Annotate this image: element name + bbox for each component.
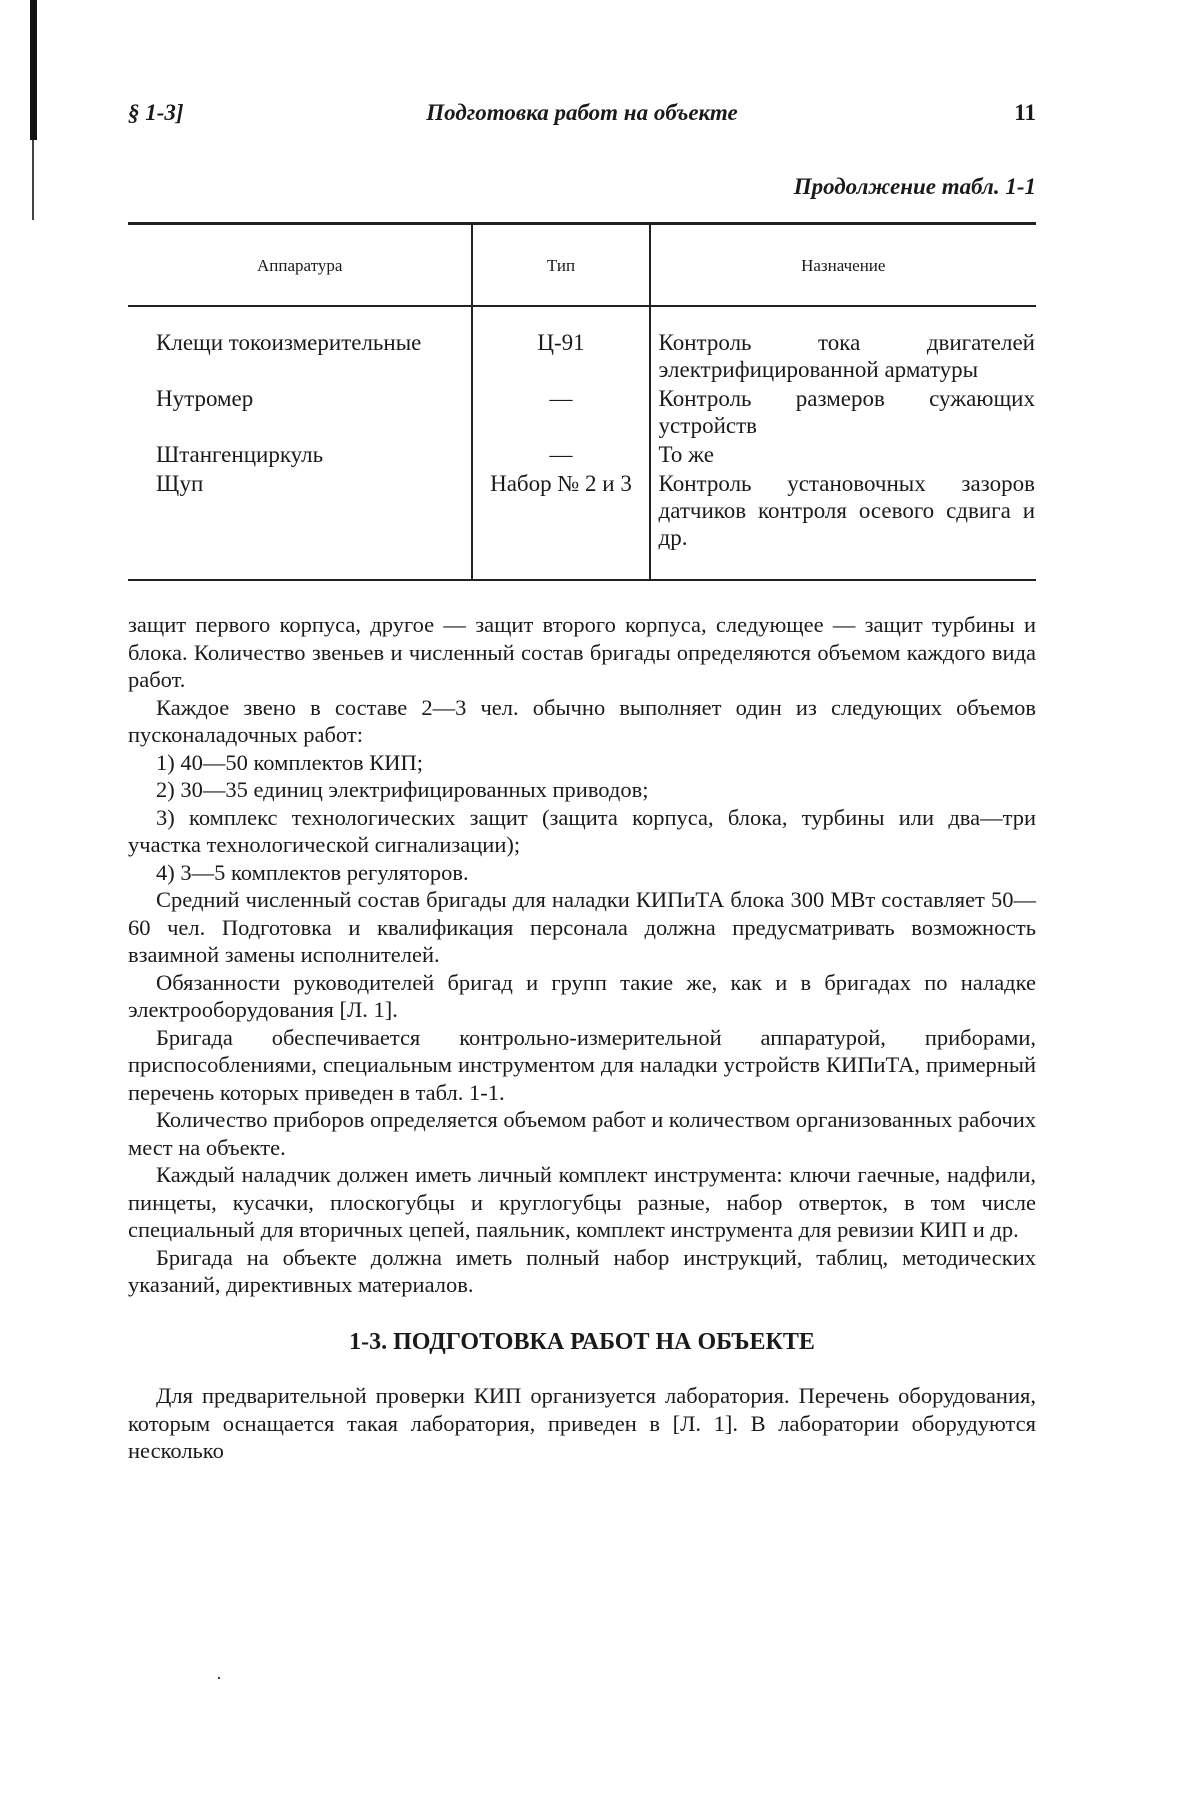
cell-purpose: Контроль тока двигателей электрифицированной арматуры [658,330,1035,382]
list-item: 2) 30—35 единиц электрифицированных приводов; [156,777,649,802]
paragraph: Средний численный состав бригады для наладки КИПиТА блока 300 МВт составляет 50—60 чел. Подготовка и квалификация персонала должна предусматривать возможность взаимной замены исполнителей. [128,887,1036,967]
cell-purpose: Контроль установочных зазоров датчиков контроля осевого сдвига и др. [650,469,1036,580]
list-item: 4) 3—5 комплектов регуляторов. [156,859,469,885]
paragraph: Каждый наладчик должен иметь личный комплект инструмента: ключи гаечные, надфили, пинцеты, кусачки, плоскогубцы и круглогубцы разные, набор отверток, в том числе специальный для вторичных цепей, паяльник, комплект инструмента для ревизии КИП и др. [128,1162,1036,1242]
paragraph: Бригада на объекте должна иметь полный набор инструкций, таблиц, методических указаний, директивных материалов. [128,1244,1036,1297]
table-header-row [128,224,1036,307]
paragraph: Бригада обеспечивается контрольно-измерительной аппаратурой, приборами, приспособлениями, специальным инструментом для наладки устройств КИПиТА, примерный перечень которых приведен в табл. 1-1. [128,1024,1036,1105]
table-row [128,384,1036,440]
column-header-purpose: Назначение [650,224,1036,307]
cell-apparatus: Щуп [128,469,472,580]
cell-apparatus: Штангенциркуль [156,442,324,467]
running-header [128,92,1036,132]
cell-type: Набор № 2 и 3 [472,469,649,580]
table-caption: Продолжение табл. 1-1 [793,174,1036,199]
header-title: Подготовка работ на объекте [426,100,738,125]
equipment-table [128,222,1036,581]
column-header-apparatus: Аппаратура [128,224,472,307]
paragraph: Каждое звено в составе 2—3 чел. обычно выполняет один из следующих объемов пусконаладочных работ: [128,694,1036,747]
cell-type: — [472,440,649,469]
table-row [128,469,1036,580]
list-item: 3) комплекс технологических защит (защита корпуса, блока, турбины или два—три участка технологической сигнализации); [128,804,1036,857]
table-row [128,306,1036,384]
cell-type: Ц-91 [472,306,649,384]
cell-purpose: Контроль размеров сужающих устройств [658,386,1035,438]
page-number: 11 [1014,100,1036,125]
cell-apparatus: Нутромер [156,386,254,411]
scan-edge-mark-lower [32,140,34,220]
header-section-ref: § 1-3] [128,100,184,125]
column-header-type: Тип [472,224,649,307]
stray-mark: · [216,1668,222,1688]
table-row [128,440,1036,469]
body-text [128,611,1036,1465]
section-heading: 1-3. ПОДГОТОВКА РАБОТ НА ОБЪЕКТЕ [349,1328,815,1355]
paragraph: защит первого корпуса, другое — защит второго корпуса, следующее — защит турбины и блока. Количество звеньев и численный состав бригады определяются объемом каждого вида работ. [128,612,1036,692]
paragraph: Обязанности руководителей бригад и групп такие же, как и в бригадах по наладке электрооборудования [Л. 1]. [128,969,1036,1022]
list-item: 1) 40—50 комплектов КИП; [156,749,424,775]
cell-apparatus: Клещи токоизмерительные [156,330,422,355]
scan-edge-mark [30,0,37,140]
document-page [128,92,1036,1465]
cell-type: — [472,384,649,440]
paragraph: Для предварительной проверки КИП организуется лаборатория. Перечень оборудования, которым оснащается такая лаборатория, приведен в [Л. 1]. В лаборатории оборудуются несколько [128,1383,1036,1463]
paragraph: Количество приборов определяется объемом работ и количеством организованных рабочих мест на объекте. [128,1107,1036,1160]
cell-purpose: То же [658,442,714,467]
